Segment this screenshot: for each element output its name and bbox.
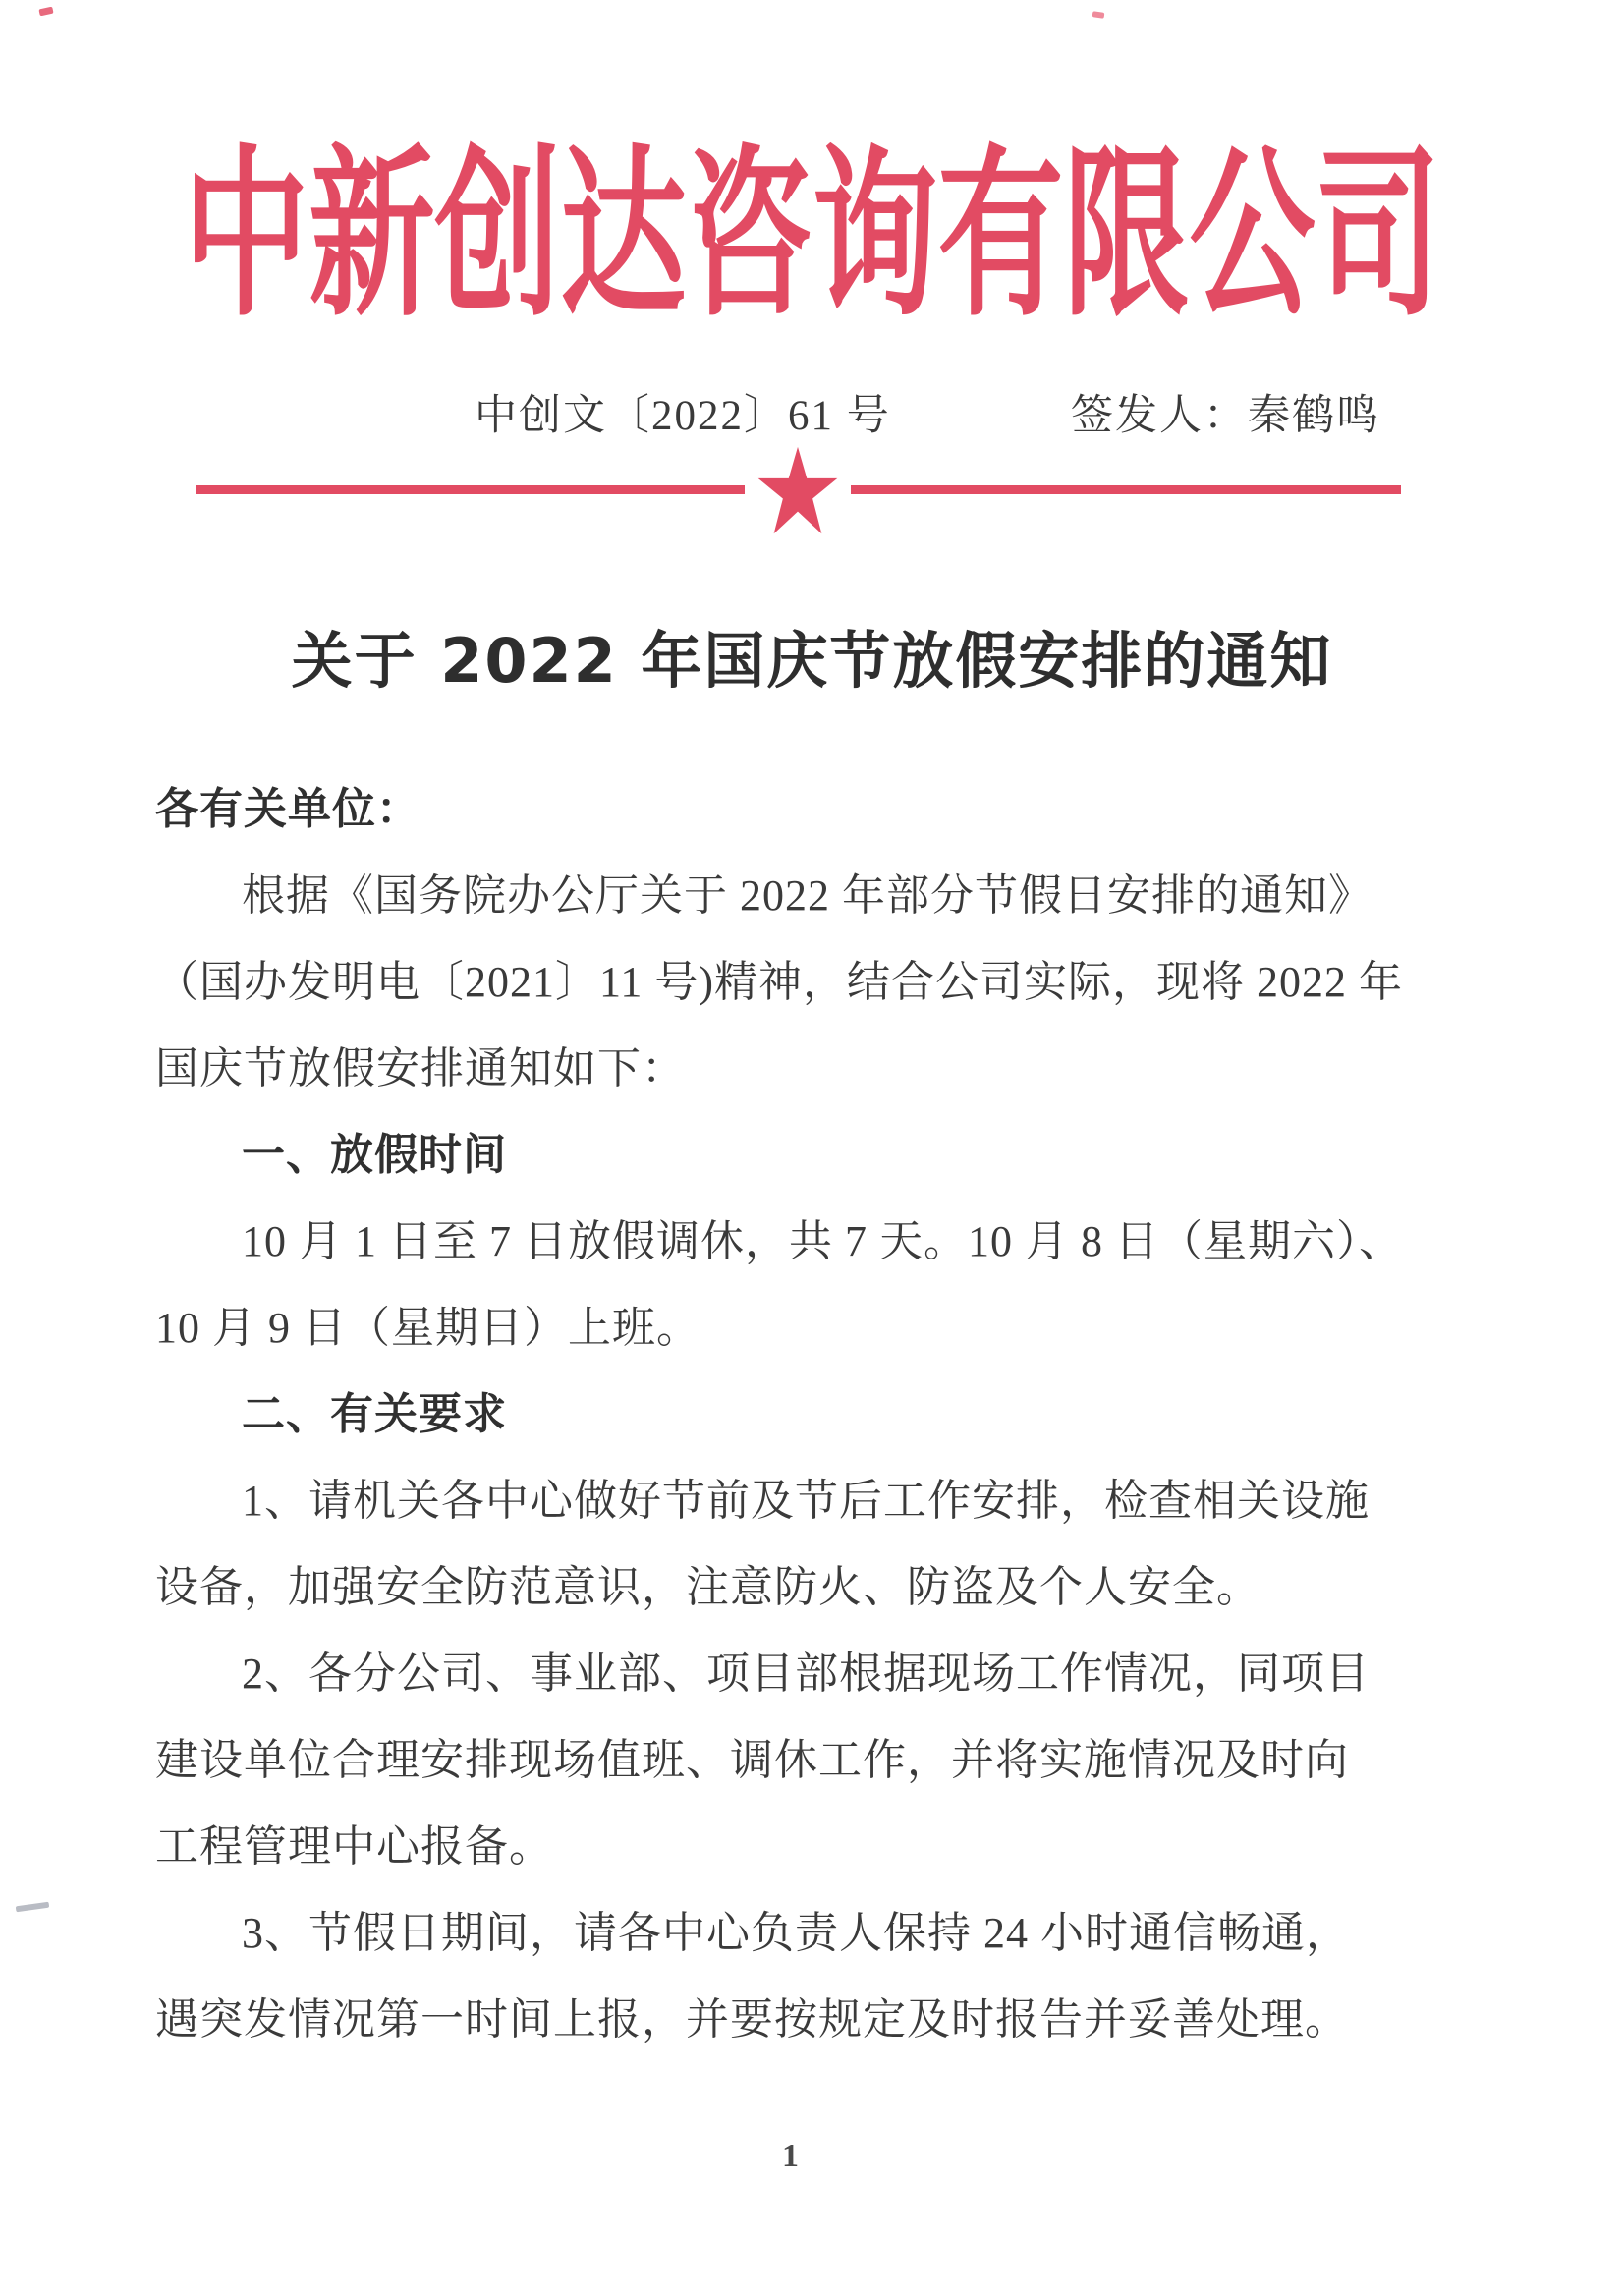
page-number: 1 xyxy=(782,2138,799,2174)
body-line: 10 月 9 日（星期日）上班。 xyxy=(155,1304,700,1352)
scan-artifact xyxy=(1092,11,1105,19)
salutation-line: 各有关单位： xyxy=(155,784,420,834)
scan-artifact xyxy=(16,1902,50,1913)
body-line: 建设单位合理安排现场值班、调休工作，并将实施情况及时向 xyxy=(155,1736,1349,1784)
doc-number: 中创文〔2022〕61 号 xyxy=(475,393,891,439)
document-title: 关于 2022 年国庆节放假安排的通知 xyxy=(291,625,1333,697)
body-line: 国庆节放假安排通知如下： xyxy=(155,1044,686,1092)
body-line: 根据《国务院办公厅关于 2022 年部分节假日安排的通知》 xyxy=(242,871,1372,920)
letterhead-company-name: 中新创达咨询有限公司 xyxy=(183,135,1441,338)
body-line: （国办发明电〔2021〕11 号)精神，结合公司实际，现将 2022 年 xyxy=(155,958,1404,1006)
body-line: 3、节假日期间，请各中心负责人保持 24 小时通信畅通， xyxy=(242,1909,1350,1957)
body-line: 2、各分公司、事业部、项目部根据现场工作情况，同项目 xyxy=(242,1650,1370,1698)
section-heading-1: 一、放假时间 xyxy=(242,1130,507,1180)
body-line: 遇突发情况第一时间上报，并要按规定及时报告并妥善处理。 xyxy=(155,1995,1349,2043)
body-line: 工程管理中心报备。 xyxy=(155,1822,553,1871)
body-line: 10 月 1 日至 7 日放假调休，共 7 天。10 月 8 日（星期六）、 xyxy=(242,1217,1403,1265)
issuer: 签发人：秦鹤鸣 xyxy=(1071,393,1380,439)
document-body xyxy=(155,766,1477,2063)
body-line: 1、请机关各中心做好节前及节后工作安排，检查相关设施 xyxy=(242,1477,1370,1525)
scan-artifact xyxy=(38,7,53,17)
red-rule-left-segment xyxy=(196,485,745,494)
doc-number-row xyxy=(0,389,1624,444)
red-star-icon xyxy=(756,445,839,537)
body-line: 设备，加强安全防范意识，注意防火、防盗及个人安全。 xyxy=(155,1563,1260,1611)
red-rule-right-segment xyxy=(851,485,1401,494)
section-heading-2: 二、有关要求 xyxy=(242,1389,507,1439)
